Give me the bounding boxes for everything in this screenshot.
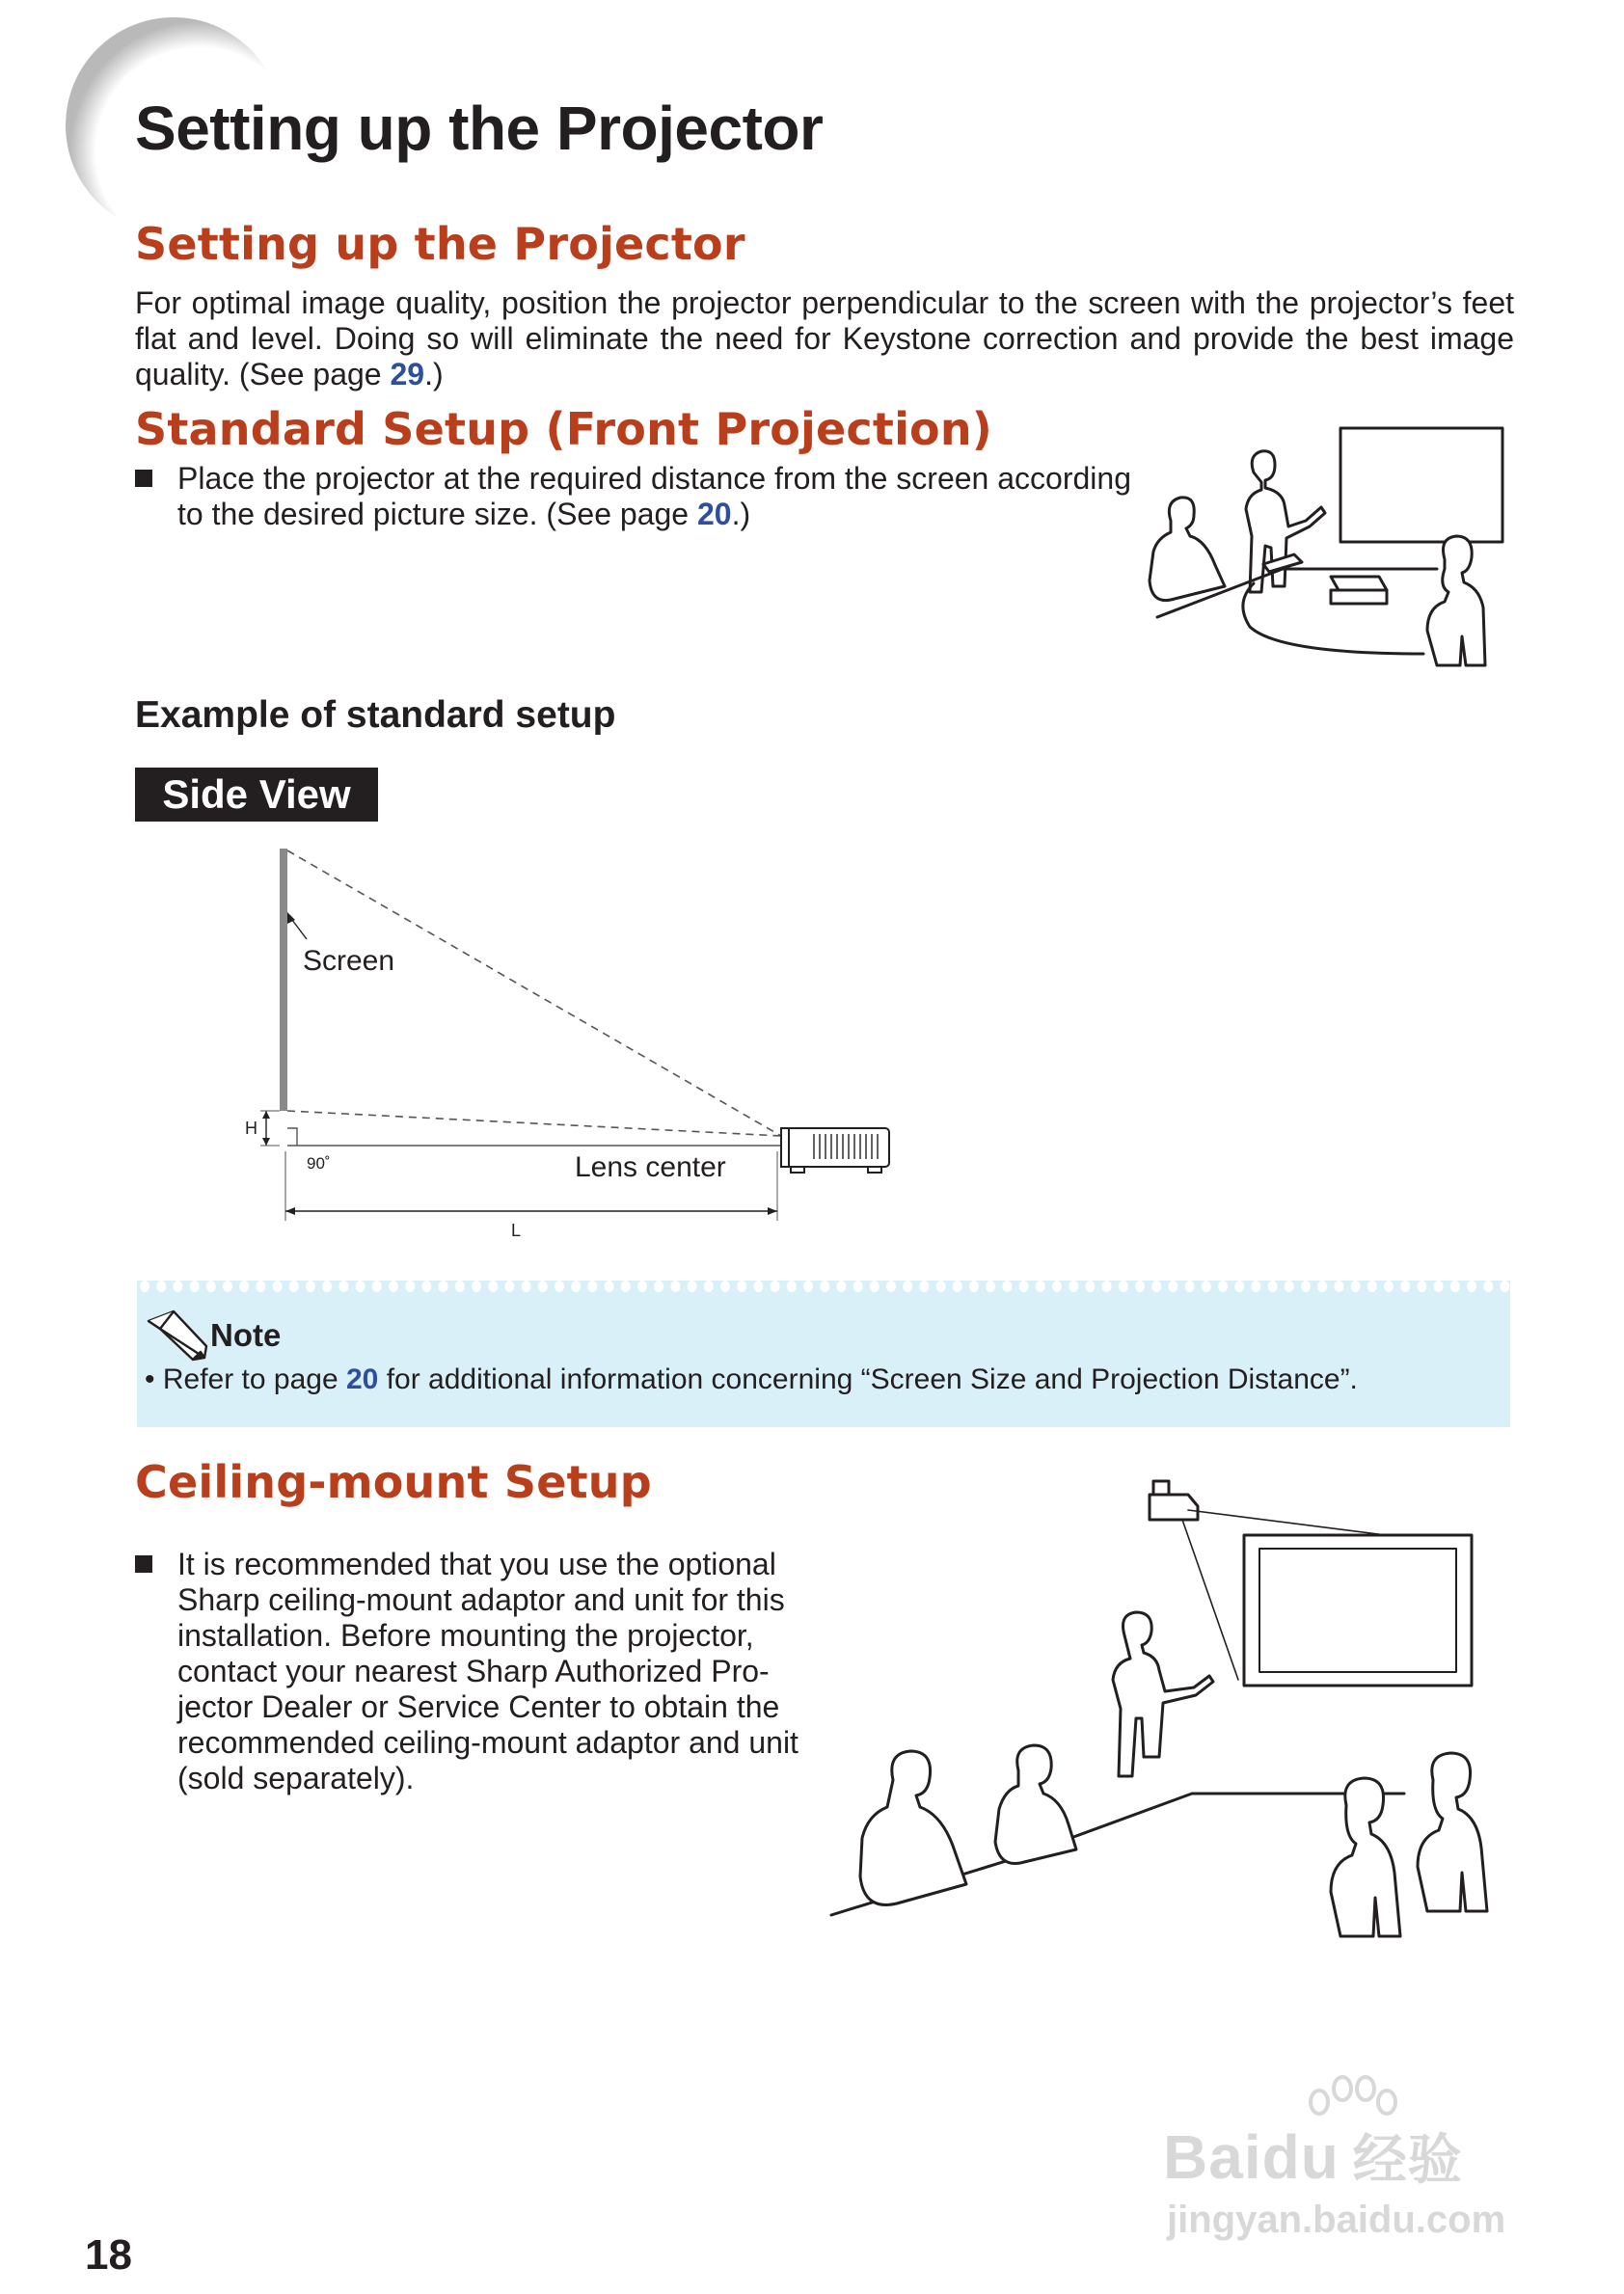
scallop-dot	[1135, 1281, 1145, 1292]
scallop-dot	[1019, 1281, 1029, 1292]
scallop-dot	[969, 1281, 979, 1292]
side-view-diagram	[231, 839, 907, 1244]
example-heading: Example of standard setup	[135, 694, 616, 736]
scallop-dot	[372, 1281, 382, 1292]
scallop-dot	[1500, 1281, 1509, 1292]
scallop-dot	[1417, 1281, 1426, 1292]
scallop-dot	[256, 1281, 265, 1292]
note-box	[137, 1281, 1510, 1427]
scallop-dot	[455, 1281, 465, 1292]
projector-icon	[781, 1128, 889, 1173]
note-scallop-border	[137, 1275, 1510, 1292]
section-heading-ceiling-mount: Ceiling-mount Setup	[135, 1456, 652, 1508]
standard-setup-bullet	[135, 461, 1157, 532]
side-view-tag: Side View	[135, 768, 378, 822]
scallop-dot	[1151, 1281, 1161, 1292]
ceiling-mount-illustration	[826, 1462, 1520, 1944]
bullet-line: It is recommended that you use the optional	[177, 1547, 776, 1581]
square-bullet-icon	[135, 1555, 152, 1573]
scallop-dot	[986, 1281, 995, 1292]
scallop-dot	[289, 1281, 299, 1292]
scallop-dot	[1367, 1281, 1377, 1292]
scallop-dot	[1234, 1281, 1244, 1292]
scallop-dot	[1119, 1281, 1128, 1292]
scallop-dot	[1351, 1281, 1361, 1292]
scallop-dot	[173, 1281, 182, 1292]
scallop-dot	[206, 1281, 216, 1292]
front-projection-illustration	[1138, 415, 1524, 704]
scallop-dot	[421, 1281, 431, 1292]
page-link-20[interactable]: 20	[696, 497, 732, 531]
scallop-dot	[853, 1281, 863, 1292]
screen-label: Screen	[303, 945, 395, 977]
pencil-note-icon	[145, 1308, 212, 1362]
scallop-dot	[356, 1281, 365, 1292]
scallop-dot	[670, 1281, 680, 1292]
scallop-dot	[1467, 1281, 1476, 1292]
scallop-dot	[787, 1281, 797, 1292]
watermark-brand: Baidu 经验	[1163, 2122, 1463, 2192]
scallop-dot	[953, 1281, 962, 1292]
page-number: 18	[85, 2231, 132, 2279]
scallop-dot	[522, 1281, 531, 1292]
paragraph-line: flat and level. Doing so will eliminate the need for Keystone correction and provide the best image	[135, 321, 1514, 356]
section-heading-setup: Setting up the Projector	[135, 218, 745, 270]
scallop-dot	[439, 1281, 448, 1292]
scallop-dot	[140, 1281, 149, 1292]
scallop-dot	[1268, 1281, 1278, 1292]
scallop-dot	[538, 1281, 548, 1292]
paragraph-line: quality. (See page 29.)	[135, 357, 444, 391]
scallop-dot	[1334, 1281, 1343, 1292]
scallop-dot	[1285, 1281, 1294, 1292]
scallop-dot	[836, 1281, 846, 1292]
scallop-dot	[1085, 1281, 1095, 1292]
distance-label: L	[511, 1221, 522, 1240]
scallop-dot	[1036, 1281, 1045, 1292]
page-link-20-note[interactable]: 20	[345, 1363, 379, 1395]
bullet-line: Place the projector at the required distance from the screen according	[177, 461, 1131, 496]
scallop-dot	[737, 1281, 746, 1292]
scallop-dot	[1251, 1281, 1260, 1292]
scallop-dot	[820, 1281, 829, 1292]
bullet-line: installation. Before mounting the projector,	[177, 1618, 754, 1653]
scallop-dot	[273, 1281, 283, 1292]
scallop-dot	[1168, 1281, 1177, 1292]
bullet-line: contact your nearest Sharp Authorized Pro-	[177, 1654, 770, 1688]
page-link-29[interactable]: 29	[390, 357, 425, 391]
bullet-line: jector Dealer or Service Center to obtain the	[177, 1689, 780, 1724]
scallop-dot	[472, 1281, 481, 1292]
scallop-dot	[803, 1281, 813, 1292]
bullet-line: Sharp ceiling-mount adaptor and unit for this	[177, 1582, 785, 1617]
scallop-dot	[306, 1281, 315, 1292]
bullet-line: (sold separately).	[177, 1761, 415, 1795]
scallop-dot	[571, 1281, 581, 1292]
angle-label: 90˚	[307, 1154, 331, 1173]
scallop-dot	[886, 1281, 896, 1292]
ceiling-mount-bullet	[135, 1547, 810, 1796]
scallop-dot	[1102, 1281, 1112, 1292]
note-text: • Refer to page 20 for additional information concerning “Screen Size and Projection Distance”.	[145, 1363, 1358, 1395]
setup-paragraph	[135, 285, 1514, 392]
scallop-dot	[322, 1281, 332, 1292]
paw-watermark-icon	[1296, 2071, 1402, 2139]
watermark-url: jingyan.baidu.com	[1167, 2199, 1506, 2241]
scallop-dot	[1434, 1281, 1444, 1292]
scallop-dot	[1450, 1281, 1460, 1292]
bullet-line: recommended ceiling-mount adaptor and unit	[177, 1725, 798, 1760]
bullet-line: to the desired picture size. (See page 20.)	[177, 497, 751, 531]
scallop-dot	[654, 1281, 663, 1292]
scallop-dot	[1052, 1281, 1062, 1292]
scallop-dot	[1301, 1281, 1311, 1292]
scallop-dot	[720, 1281, 730, 1292]
scallop-dot	[1483, 1281, 1493, 1292]
scallop-dot	[936, 1281, 946, 1292]
scallop-dot	[870, 1281, 880, 1292]
scallop-dot	[903, 1281, 912, 1292]
scallop-dot	[1202, 1281, 1211, 1292]
scallop-dot	[1002, 1281, 1012, 1292]
lens-center-label: Lens center	[575, 1151, 726, 1183]
scallop-dot	[621, 1281, 631, 1292]
scallop-dot	[587, 1281, 597, 1292]
scallop-dot	[704, 1281, 714, 1292]
page-title: Setting up the Projector	[135, 94, 824, 163]
scallop-dot	[1218, 1281, 1228, 1292]
scallop-dot	[637, 1281, 647, 1292]
scallop-dot	[156, 1281, 166, 1292]
scallop-dot	[405, 1281, 415, 1292]
scallop-dot	[555, 1281, 564, 1292]
scallop-dot	[389, 1281, 398, 1292]
note-label: Note	[210, 1317, 282, 1353]
height-label: H	[245, 1119, 257, 1138]
scallop-dot	[919, 1281, 929, 1292]
screen-bar	[280, 849, 287, 1111]
square-bullet-icon	[135, 470, 152, 487]
scallop-dot	[753, 1281, 763, 1292]
scallop-dot	[223, 1281, 232, 1292]
scallop-dot	[1185, 1281, 1195, 1292]
scallop-dot	[1400, 1281, 1410, 1292]
scallop-dot	[190, 1281, 200, 1292]
scallop-dot	[771, 1281, 780, 1292]
scallop-dot	[504, 1281, 514, 1292]
section-heading-standard-setup: Standard Setup (Front Projection)	[135, 403, 993, 455]
paragraph-line: For optimal image quality, position the projector perpendicular to the screen with the projector’s feet	[135, 285, 1514, 320]
scallop-dot	[605, 1281, 614, 1292]
scallop-dot	[488, 1281, 498, 1292]
scallop-dot	[338, 1281, 348, 1292]
scallop-dot	[688, 1281, 697, 1292]
scallop-dot	[1069, 1281, 1078, 1292]
scallop-dot	[239, 1281, 249, 1292]
scallop-dot	[1317, 1281, 1327, 1292]
scallop-dot	[1384, 1281, 1394, 1292]
